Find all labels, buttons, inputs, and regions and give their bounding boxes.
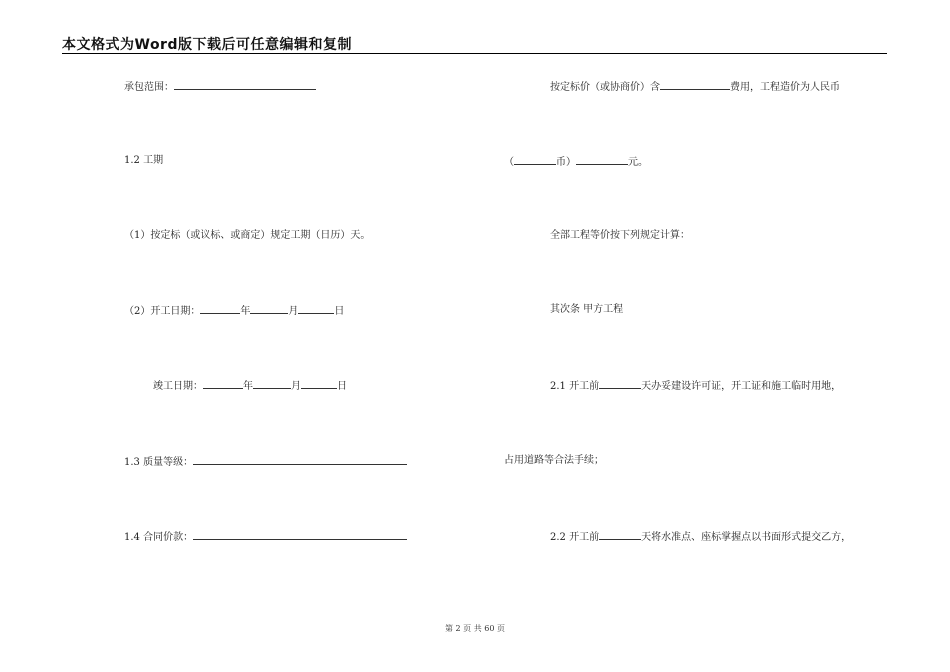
end-month-label: 月 xyxy=(291,381,301,392)
currency-amount-blank[interactable] xyxy=(576,154,628,165)
price-basis-fee-blank[interactable] xyxy=(660,79,730,90)
calculation-rule-text: 全部工程等价按下列规定计算： xyxy=(550,230,690,241)
duration-label: （1）按定标（或议标、或商定）规定工期（日历）天。 xyxy=(124,230,371,241)
article-2-heading xyxy=(550,303,623,317)
start-month-blank[interactable] xyxy=(250,303,288,314)
end-year-blank[interactable] xyxy=(203,378,243,389)
header-rule xyxy=(62,53,887,54)
start-year-blank[interactable] xyxy=(200,303,240,314)
start-year-label: 年 xyxy=(240,306,251,317)
end-month-blank[interactable] xyxy=(253,378,291,389)
quality-grade-blank[interactable] xyxy=(193,454,407,465)
currency-close-text: 币） xyxy=(556,157,576,168)
price-basis-text-b: 费用，工程造价为人民币 xyxy=(730,82,840,93)
contract-price-label: 1.4 合同价款： xyxy=(124,532,194,543)
start-date-label: （2）开工日期： xyxy=(124,306,201,317)
quality-grade-line xyxy=(124,454,407,470)
clause-2-1-continued-text: 占用道路等合法手续； xyxy=(504,455,604,466)
start-month-label: 月 xyxy=(288,306,299,317)
contract-price-blank[interactable] xyxy=(193,529,407,540)
contract-price-line xyxy=(124,529,407,545)
calculation-rule-line xyxy=(550,229,690,243)
start-date-line xyxy=(124,303,344,319)
end-year-label: 年 xyxy=(243,381,253,392)
currency-open-paren: （ xyxy=(504,157,514,168)
price-basis-line xyxy=(550,79,840,95)
clause-2-2-text-a: 2.2 开工前 xyxy=(550,532,600,543)
end-day-blank[interactable] xyxy=(301,378,337,389)
price-basis-text-a: 按定标价（或协商价）含 xyxy=(550,82,660,93)
end-date-label: 竣工日期： xyxy=(153,381,203,392)
clause-2-2-text-b: 天将水准点、座标掌握点以书面形式提交乙方， xyxy=(641,532,852,543)
header-title: 本文格式为Word版下载后可任意编辑和复制 xyxy=(62,37,352,53)
currency-type-blank[interactable] xyxy=(514,154,556,165)
quality-grade-label: 1.3 质量等级： xyxy=(124,457,194,468)
section-1-2-label: 1.2 工期 xyxy=(124,155,164,166)
contract-scope-line xyxy=(124,79,316,95)
section-1-2-heading xyxy=(124,154,163,168)
start-day-blank[interactable] xyxy=(298,303,334,314)
clause-2-2-line xyxy=(550,529,851,545)
currency-line xyxy=(504,154,648,170)
clause-2-1-text-b: 天办妥建设许可证，开工证和施工临时用地， xyxy=(641,381,842,392)
article-2-text: 其次条 甲方工程 xyxy=(550,304,624,315)
currency-yuan-text: 元。 xyxy=(628,157,648,168)
contract-scope-blank[interactable] xyxy=(174,79,316,90)
clause-2-1-continued-line xyxy=(504,454,604,468)
contract-scope-label: 承包范围： xyxy=(124,82,174,93)
clause-2-1-line xyxy=(550,378,841,394)
clause-2-2-days-blank[interactable] xyxy=(599,529,641,540)
clause-2-1-days-blank[interactable] xyxy=(599,378,641,389)
end-date-line xyxy=(153,378,347,394)
page-number-footer: 第 2 页 共 60 页 xyxy=(445,624,505,633)
end-day-label: 日 xyxy=(337,381,347,392)
clause-2-1-text-a: 2.1 开工前 xyxy=(550,381,600,392)
start-day-label: 日 xyxy=(334,306,345,317)
duration-line xyxy=(124,229,370,243)
